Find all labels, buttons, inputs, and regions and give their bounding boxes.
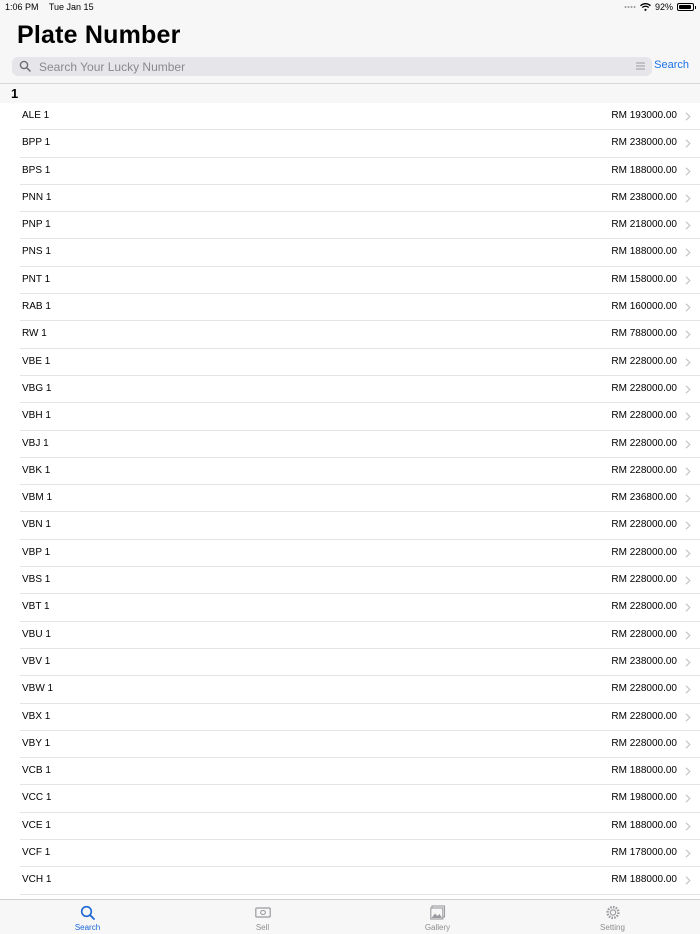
status-right — [624, 2, 694, 12]
plate-price: RM 228000.00 — [611, 355, 677, 367]
chevron-right-icon — [685, 221, 691, 230]
plate-price: RM 228000.00 — [611, 546, 677, 558]
status-time: 1:06 PM — [5, 2, 39, 12]
plate-number: VCC 1 — [22, 792, 52, 804]
plate-price: RM 188000.00 — [611, 164, 677, 176]
plate-number: VBY 1 — [22, 737, 51, 749]
chevron-right-icon — [685, 440, 691, 449]
plate-number: VBM 1 — [22, 492, 53, 504]
list-item[interactable] — [20, 622, 700, 649]
chevron-right-icon — [685, 112, 691, 121]
list-item[interactable] — [20, 731, 700, 758]
list-item[interactable] — [20, 676, 700, 703]
plate-number: VBP 1 — [22, 546, 51, 558]
list-item[interactable] — [20, 431, 700, 458]
plate-price: RM 238000.00 — [611, 655, 677, 667]
chevron-right-icon — [685, 767, 691, 776]
plate-number: VBT 1 — [22, 601, 50, 613]
plate-price: RM 228000.00 — [611, 737, 677, 749]
plate-number: VCE 1 — [22, 819, 51, 831]
tab-label: Setting — [600, 923, 625, 932]
battery-percent: 92% — [654, 2, 673, 12]
list-item[interactable] — [20, 267, 700, 294]
tab-search[interactable] — [0, 900, 175, 934]
list-item[interactable] — [20, 813, 700, 840]
chevron-right-icon — [685, 494, 691, 503]
search-button[interactable]: Search — [654, 59, 689, 71]
chevron-right-icon — [685, 603, 691, 612]
chevron-right-icon — [685, 685, 691, 694]
signal-dots-icon — [624, 5, 636, 9]
plate-number: VCF 1 — [22, 847, 51, 859]
chevron-right-icon — [685, 358, 691, 367]
plate-price: RM 158000.00 — [611, 273, 677, 285]
list-item[interactable] — [20, 458, 700, 485]
chevron-right-icon — [685, 385, 691, 394]
chevron-right-icon — [685, 248, 691, 257]
gallery-icon — [430, 905, 446, 920]
battery-icon — [677, 3, 694, 11]
tab-sell[interactable] — [175, 900, 350, 934]
plate-price: RM 228000.00 — [611, 574, 677, 586]
list-item[interactable] — [20, 512, 700, 539]
plate-price: RM 193000.00 — [611, 110, 677, 121]
list-item[interactable] — [20, 185, 700, 212]
plate-number: VBJ 1 — [22, 437, 49, 449]
battery-fill — [679, 5, 691, 9]
plate-number: VBN 1 — [22, 519, 51, 531]
chevron-right-icon — [685, 822, 691, 831]
plate-number: PNN 1 — [22, 191, 52, 203]
plate-price: RM 228000.00 — [611, 437, 677, 449]
chevron-right-icon — [685, 521, 691, 530]
list-item[interactable] — [20, 540, 700, 567]
plate-number: VBV 1 — [22, 655, 51, 667]
plate-price: RM 228000.00 — [611, 464, 677, 476]
list-icon[interactable] — [636, 61, 645, 71]
plate-number: VBE 1 — [22, 355, 51, 367]
tab-label: Sell — [255, 923, 270, 932]
plate-number: RAB 1 — [22, 301, 51, 313]
plate-number: VBU 1 — [22, 628, 51, 640]
chevron-right-icon — [685, 467, 691, 476]
list-item[interactable] — [20, 485, 700, 512]
plate-number: VCH 1 — [22, 874, 52, 886]
section-title: 1 — [11, 86, 19, 101]
tab-label: Search — [74, 923, 101, 932]
plate-number: VBX 1 — [22, 710, 51, 722]
plate-number: VBG 1 — [22, 382, 52, 394]
plate-number: PNT 1 — [22, 273, 51, 285]
tab-bar — [0, 899, 700, 934]
list-item[interactable] — [20, 130, 700, 157]
plate-price: RM 228000.00 — [611, 601, 677, 613]
chevron-right-icon — [685, 849, 691, 858]
plate-number: VBK 1 — [22, 464, 51, 476]
chevron-right-icon — [685, 412, 691, 421]
page-title: Plate Number — [17, 21, 181, 49]
search-input[interactable] — [39, 57, 629, 76]
plate-price: RM 188000.00 — [611, 765, 677, 777]
plate-number: VBH 1 — [22, 410, 51, 422]
list-item[interactable] — [20, 758, 700, 785]
plate-price: RM 238000.00 — [611, 191, 677, 203]
plate-price: RM 228000.00 — [611, 628, 677, 640]
chevron-right-icon — [685, 740, 691, 749]
plate-price: RM 188000.00 — [611, 819, 677, 831]
list-item[interactable] — [20, 594, 700, 621]
list-item[interactable] — [20, 103, 700, 130]
plate-list — [0, 103, 700, 900]
chevron-right-icon — [685, 713, 691, 722]
chevron-right-icon — [685, 194, 691, 203]
plate-price: RM 188000.00 — [611, 246, 677, 258]
search-icon — [19, 60, 31, 72]
chevron-right-icon — [685, 139, 691, 148]
tab-label: Gallery — [424, 923, 451, 932]
plate-price: RM 228000.00 — [611, 519, 677, 531]
plate-price: RM 228000.00 — [611, 410, 677, 422]
chevron-right-icon — [685, 276, 691, 285]
chevron-right-icon — [685, 658, 691, 667]
plate-price: RM 228000.00 — [611, 683, 677, 695]
plate-number: ALE 1 — [22, 110, 50, 121]
chevron-right-icon — [685, 631, 691, 640]
gear-icon — [605, 905, 621, 920]
list-item[interactable] — [20, 785, 700, 812]
status-left — [5, 2, 102, 12]
list-item[interactable] — [20, 704, 700, 731]
plate-price: RM 228000.00 — [611, 382, 677, 394]
plate-price: RM 198000.00 — [611, 792, 677, 804]
plate-number: VBS 1 — [22, 574, 51, 586]
plate-price: RM 160000.00 — [611, 301, 677, 313]
list-item[interactable] — [20, 239, 700, 266]
list-item[interactable] — [20, 294, 700, 321]
plate-number: PNS 1 — [22, 246, 51, 258]
list-item[interactable] — [20, 158, 700, 185]
chevron-right-icon — [685, 303, 691, 312]
plate-price: RM 236800.00 — [611, 492, 677, 504]
plate-number: RW 1 — [22, 328, 47, 340]
status-bar — [0, 0, 700, 14]
plate-number: BPS 1 — [22, 164, 51, 176]
list-item[interactable] — [20, 867, 700, 894]
list-item[interactable] — [20, 212, 700, 239]
chevron-right-icon — [685, 167, 691, 176]
list-item[interactable] — [20, 321, 700, 348]
plate-price: RM 228000.00 — [611, 710, 677, 722]
plate-number: BPP 1 — [22, 137, 51, 149]
chevron-right-icon — [685, 330, 691, 339]
chevron-right-icon — [685, 794, 691, 803]
search-bar[interactable] — [12, 57, 652, 76]
list-item[interactable] — [20, 376, 700, 403]
list-item[interactable] — [20, 349, 700, 376]
chevron-right-icon — [685, 576, 691, 585]
tab-gallery[interactable] — [350, 900, 525, 934]
search-icon — [80, 905, 96, 920]
status-date: Tue Jan 15 — [48, 2, 94, 12]
money-icon — [255, 905, 271, 920]
plate-price: RM 178000.00 — [611, 847, 677, 859]
tab-setting[interactable] — [525, 900, 700, 934]
plate-price: RM 188000.00 — [611, 874, 677, 886]
plate-price: RM 218000.00 — [611, 219, 677, 231]
plate-price: RM 238000.00 — [611, 137, 677, 149]
section-header — [0, 84, 700, 103]
list-item[interactable] — [20, 403, 700, 430]
chevron-right-icon — [685, 549, 691, 558]
plate-number: VCB 1 — [22, 765, 51, 777]
wifi-icon — [640, 3, 651, 11]
plate-number: PNP 1 — [22, 219, 51, 231]
list-item[interactable] — [20, 840, 700, 867]
plate-price: RM 788000.00 — [611, 328, 677, 340]
list-item[interactable] — [20, 567, 700, 594]
list-item[interactable] — [20, 649, 700, 676]
chevron-right-icon — [685, 876, 691, 885]
plate-number: VBW 1 — [22, 683, 54, 695]
navigation-header — [0, 14, 700, 84]
